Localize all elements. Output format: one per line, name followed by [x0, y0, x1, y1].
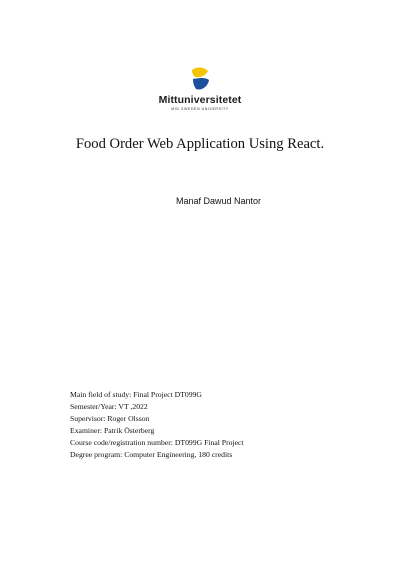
detail-main-field: Main field of study: Final Project DT099G [70, 390, 202, 399]
detail-degree-program: Degree program: Computer Engineering, 180 credits [70, 450, 233, 459]
university-subtitle: MID SWEDEN UNIVERSITY [171, 106, 229, 111]
project-details [70, 389, 244, 461]
detail-course-code: Course code/registration number: DT099G Final Project [70, 438, 244, 447]
document-title: Food Order Web Application Using React. [75, 136, 325, 152]
detail-semester: Semester/Year: VT ,2022 [70, 402, 148, 411]
detail-supervisor: Supervisor: Roger Olsson [70, 414, 150, 423]
author-name: Manaf Dawud Nantor [176, 196, 262, 206]
detail-examiner: Examiner: Patrik Österberg [70, 426, 155, 435]
university-logo [0, 66, 400, 111]
university-name: Mittuniversitetet [158, 94, 242, 106]
university-emblem-icon [189, 66, 211, 92]
